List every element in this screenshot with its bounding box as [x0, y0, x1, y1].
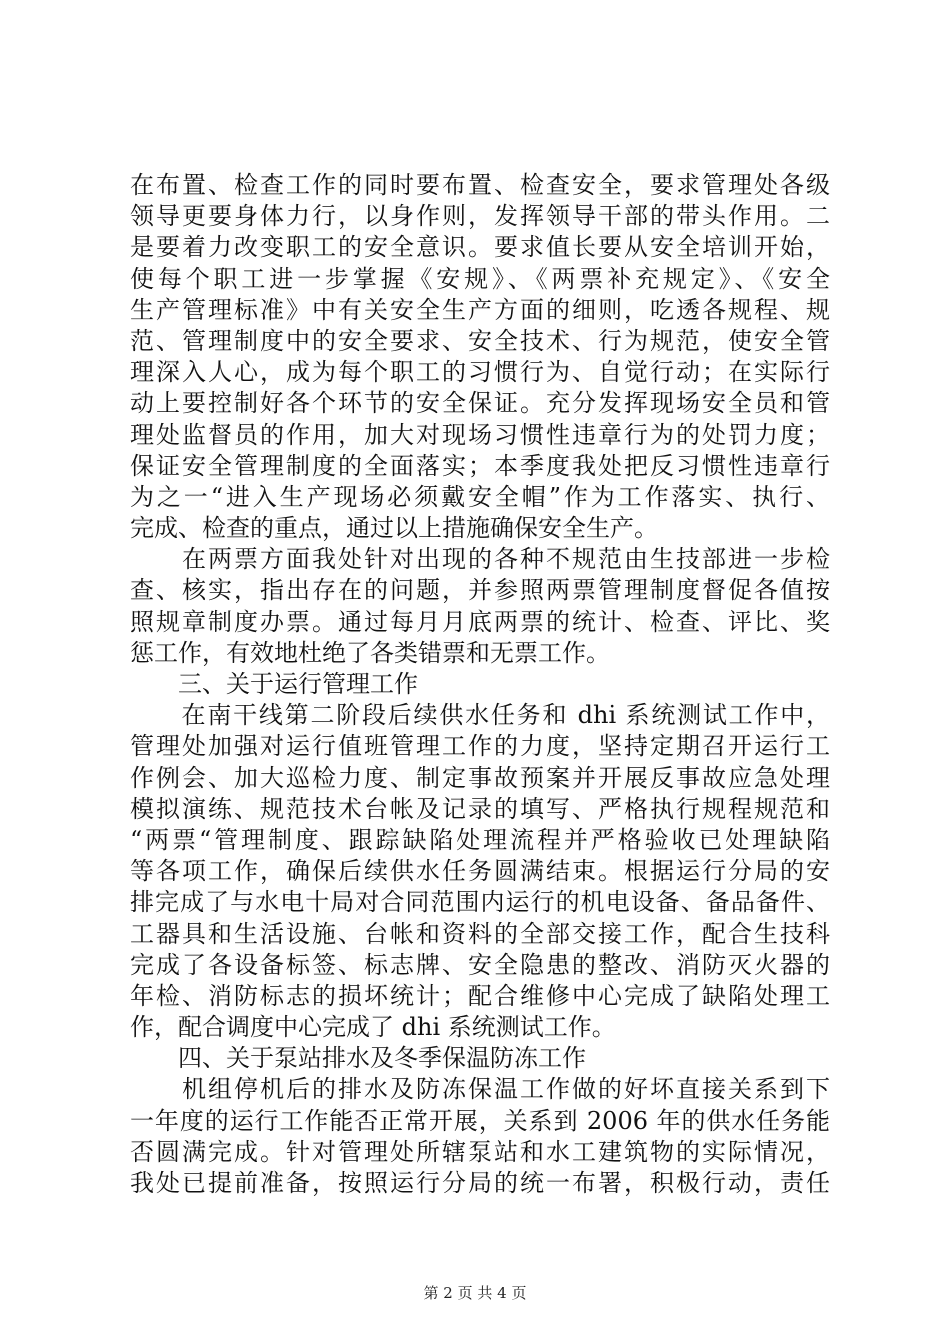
- text-line: 是要着力改变职工的安全意识。要求值长要从安全培训开始，: [130, 233, 830, 262]
- text-line: 工器具和生活设施、台帐和资料的全部交接工作，配合生技科: [130, 919, 830, 948]
- text-line: 作，配合调度中心完成了 dhi 系统测试工作。: [130, 1013, 616, 1042]
- text-line: 作例会、加大巡检力度、制定事故预案并开展反事故应急处理: [130, 763, 830, 792]
- text-line: 理处监督员的作用，加大对现场习惯性违章行为的处罚力度；: [130, 420, 830, 449]
- text-line: 完成、检查的重点，通过以上措施确保安全生产。: [130, 514, 658, 543]
- text-line: 等各项工作，确保后续供水任务圆满结束。根据运行分局的安: [130, 857, 830, 886]
- text-line: 在南干线第二阶段后续供水任务和 dhi 系统测试工作中，: [130, 701, 830, 730]
- text-line: 机组停机后的排水及防冻保温工作做的好坏直接关系到下: [130, 1075, 830, 1104]
- text-line: 完成了各设备标签、标志牌、安全隐患的整改、消防灭火器的: [130, 950, 830, 979]
- text-line: 一年度的运行工作能否正常开展，关系到 2006 年的供水任务能: [130, 1106, 830, 1135]
- text-line: 否圆满完成。针对管理处所辖泵站和水工建筑物的实际情况，: [130, 1137, 830, 1166]
- text-line: 使每个职工进一步掌握《安规》、《两票补充规定》、《安全: [130, 264, 830, 293]
- text-line: 生产管理标准》中有关安全生产方面的细则，吃透各规程、规: [130, 295, 830, 324]
- text-line: 排完成了与水电十局对合同范围内运行的机电设备、备品备件、: [130, 888, 830, 917]
- text-line: 在布置、检查工作的同时要布置、检查安全，要求管理处各级: [130, 171, 830, 199]
- text-line: 保证安全管理制度的全面落实；本季度我处把反习惯性违章行: [130, 451, 830, 480]
- text-line: 管理处加强对运行值班管理工作的力度，坚持定期召开运行工: [130, 732, 830, 761]
- text-line: 查、核实，指出存在的问题，并参照两票管理制度督促各值按: [130, 576, 830, 605]
- text-line: 年检、消防标志的损坏统计；配合维修中心完成了缺陷处理工: [130, 981, 830, 1010]
- page-number-footer: 第 2 页 共 4 页: [423, 1284, 527, 1302]
- text-line: 理深入人心，成为每个职工的习惯行为、自觉行动；在实际行: [130, 358, 830, 387]
- text-line: 照规章制度办票。通过每月月底两票的统计、检查、评比、奖: [130, 607, 830, 636]
- text-line: 范、管理制度中的安全要求、安全技术、行为规范，使安全管: [130, 326, 830, 355]
- text-line: 领导更要身体力行，以身作则，发挥领导干部的带头作用。二: [130, 202, 830, 231]
- section-heading: 三、关于运行管理工作: [130, 670, 418, 698]
- text-line: 在两票方面我处针对出现的各种不规范由生技部进一步检: [130, 545, 830, 574]
- text-line: 模拟演练、规范技术台帐及记录的填写、严格执行规程规范和: [130, 794, 830, 823]
- text-line: 动上要控制好各个环节的安全保证。充分发挥现场安全员和管: [130, 389, 830, 418]
- text-line: “两票“管理制度、跟踪缺陷处理流程并严格验收已处理缺陷: [130, 825, 830, 854]
- text-line: 我处已提前准备，按照运行分局的统一布署，积极行动，责任: [130, 1169, 830, 1197]
- body-text: [130, 170, 830, 1199]
- text-line: 惩工作，有效地杜绝了各类错票和无票工作。: [130, 638, 610, 667]
- section-heading: 四、关于泵站排水及冬季保温防冻工作: [130, 1044, 586, 1073]
- text-line: 为之一“进入生产现场必须戴安全帽”作为工作落实、执行、: [130, 482, 830, 511]
